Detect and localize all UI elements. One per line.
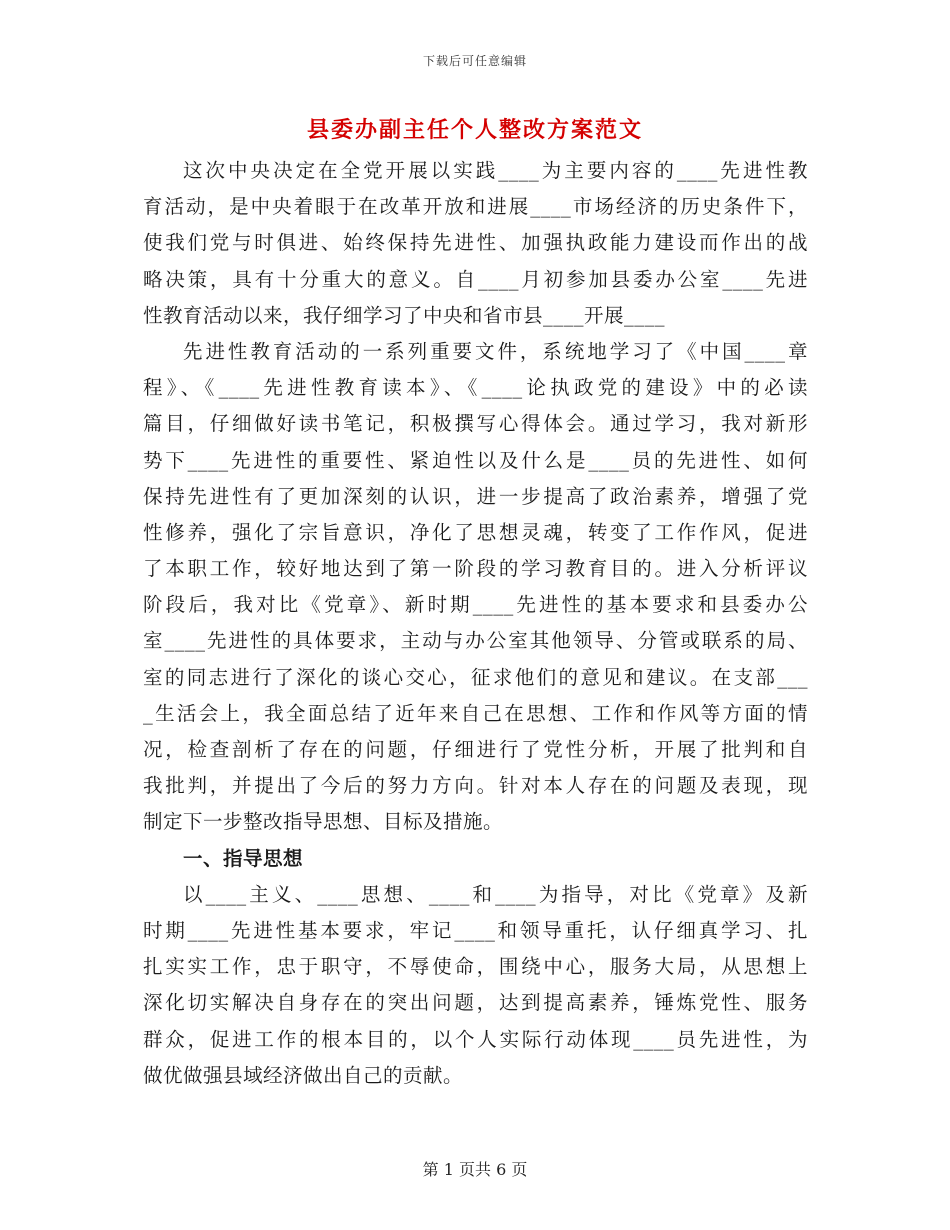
paragraph-line: 性教育活动以来，我仔细学习了中央和省市县____开展____ xyxy=(143,303,666,327)
paragraph-line: 程》、《____先进性教育读本》、《____论执政党的建设》中的必读 xyxy=(143,376,808,400)
paragraph-line: 做优做强县域经济做出自己的贡献。 xyxy=(143,1063,464,1087)
paragraph-line: 略决策，具有十分重大的意义。自____月初参加县委办公室____先进 xyxy=(143,267,808,291)
paragraph-line: 性修养，强化了宗旨意识，净化了思想灵魂，转变了工作作风，促进 xyxy=(143,520,808,544)
paragraph-line: 使我们党与时俱进、始终保持先进性、加强执政能力建设而作出的战 xyxy=(143,231,808,255)
page-header: 下载后可任意编辑 xyxy=(422,54,527,68)
paragraph-line: 我批判，并提出了今后的努力方向。针对本人存在的问题及表现，现 xyxy=(143,774,808,798)
paragraph-line: 群众，促进工作的根本目的，以个人实际行动体现____员先进性，为 xyxy=(143,1027,808,1051)
paragraph-line: 室____先进性的具体要求，主动与办公室其他领导、分管或联系的局、 xyxy=(143,629,808,653)
document-title: 县委办副主任个人整改方案范文 xyxy=(306,117,643,143)
paragraph-line: 先进性教育活动的一系列重要文件，系统地学习了《中国____章 xyxy=(183,339,808,363)
paragraph-line: 这次中央决定在全党开展以实践____为主要内容的____先进性教 xyxy=(183,159,808,182)
page-number: 第 1 页共 6 页 xyxy=(422,1160,528,1179)
paragraph-line: _生活会上，我全面总结了近年来自己在思想、工作和作风等方面的情 xyxy=(143,701,808,725)
paragraph-line: 保持先进性有了更加深刻的认识，进一步提高了政治素养，增强了党 xyxy=(143,484,808,508)
paragraph-line: 深化切实解决自身存在的突出问题，达到提高素养，锤炼党性、服务 xyxy=(143,991,808,1015)
paragraph-line: 篇目，仔细做好读书笔记，积极撰写心得体会。通过学习，我对新形 xyxy=(143,412,808,436)
paragraph-line: 制定下一步整改指导思想、目标及措施。 xyxy=(143,810,504,834)
paragraph-line: 以____主义、____思想、____和____为指导，对比《党章》及新 xyxy=(183,882,808,906)
paragraph-line: 况，检查剖析了存在的问题，仔细进行了党性分析，开展了批判和自 xyxy=(143,738,808,761)
document-body xyxy=(143,153,808,1094)
section-heading: 一、指导思想 xyxy=(183,846,304,870)
paragraph-line: 室的同志进行了深化的谈心交心，征求他们的意见和建议。在支部___ xyxy=(143,665,808,689)
paragraph-line: 了本职工作，较好地达到了第一阶段的学习教育目的。进入分析评议 xyxy=(143,557,808,581)
paragraph-line: 势下____先进性的重要性、紧迫性以及什么是____员的先进性、如何 xyxy=(143,448,808,472)
paragraph-line: 扎实实工作，忠于职守，不辱使命，围绕中心，服务大局，从思想上 xyxy=(143,955,808,979)
paragraph-line: 时期____先进性基本要求，牢记____和领导重托，认仔细真学习、扎 xyxy=(143,918,808,942)
paragraph-line: 育活动，是中央着眼于在改革开放和进展____市场经济的历史条件下， xyxy=(143,195,808,219)
paragraph-line: 阶段后，我对比《党章》、新时期____先进性的基本要求和县委办公 xyxy=(143,593,808,617)
